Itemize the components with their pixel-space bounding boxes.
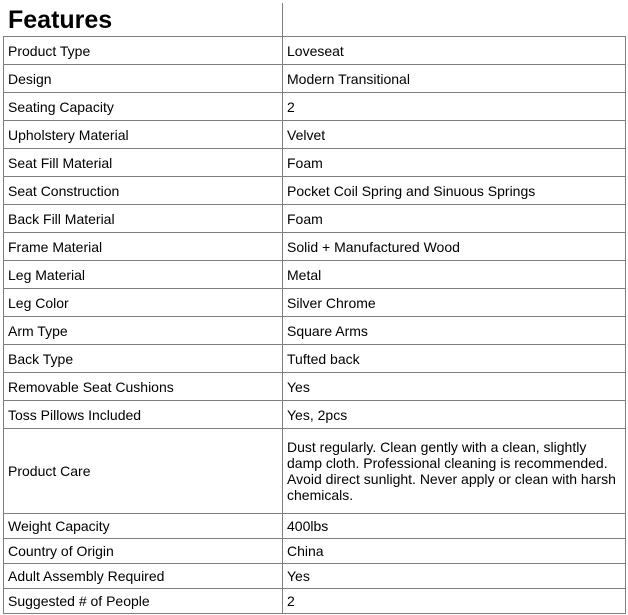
row-label: Leg Material xyxy=(4,261,283,289)
title-row xyxy=(4,4,626,37)
row-value: 400lbs xyxy=(283,514,626,539)
row-value: Square Arms xyxy=(283,317,626,345)
row-label: Country of Origin xyxy=(4,539,283,564)
row-value: Tufted back xyxy=(283,345,626,373)
table-row xyxy=(4,205,626,233)
row-value: Modern Transitional xyxy=(283,65,626,93)
row-label: Removable Seat Cushions xyxy=(4,373,283,401)
row-label: Leg Color xyxy=(4,289,283,317)
row-value: Solid + Manufactured Wood xyxy=(283,233,626,261)
row-value: Foam xyxy=(283,149,626,177)
row-value: Yes xyxy=(283,373,626,401)
row-label: Seat Fill Material xyxy=(4,149,283,177)
row-label: Seating Capacity xyxy=(4,93,283,121)
table-row xyxy=(4,93,626,121)
row-value: Loveseat xyxy=(283,37,626,65)
row-value: 2 xyxy=(283,589,626,614)
row-value: Pocket Coil Spring and Sinuous Springs xyxy=(283,177,626,205)
table-row xyxy=(4,564,626,589)
row-label: Upholstery Material xyxy=(4,121,283,149)
row-label: Frame Material xyxy=(4,233,283,261)
row-value: Silver Chrome xyxy=(283,289,626,317)
row-label: Suggested # of People xyxy=(4,589,283,614)
table-row xyxy=(4,401,626,429)
table-row xyxy=(4,429,626,514)
row-label: Design xyxy=(4,65,283,93)
row-label: Product Type xyxy=(4,37,283,65)
table-row xyxy=(4,514,626,539)
row-label: Toss Pillows Included xyxy=(4,401,283,429)
table-row xyxy=(4,589,626,614)
features-table xyxy=(3,3,626,614)
table-row xyxy=(4,37,626,65)
row-label: Adult Assembly Required xyxy=(4,564,283,589)
table-row xyxy=(4,373,626,401)
row-value: Yes xyxy=(283,564,626,589)
row-value: China xyxy=(283,539,626,564)
row-label: Back Type xyxy=(4,345,283,373)
row-label: Weight Capacity xyxy=(4,514,283,539)
table-title: Features xyxy=(4,4,283,37)
table-row xyxy=(4,65,626,93)
table-row xyxy=(4,261,626,289)
table-row xyxy=(4,289,626,317)
row-label: Product Care xyxy=(4,429,283,514)
row-value: Foam xyxy=(283,205,626,233)
row-value: Dust regularly. Clean gently with a clean, slightly damp cloth. Professional cleaning is recommended. Avoid direct sunlight. Never apply or clean with harsh chemicals. xyxy=(283,429,626,514)
row-label: Arm Type xyxy=(4,317,283,345)
row-value: 2 xyxy=(283,93,626,121)
table-row xyxy=(4,149,626,177)
title-empty-cell xyxy=(283,4,626,37)
row-value: Metal xyxy=(283,261,626,289)
table-row xyxy=(4,121,626,149)
table-row xyxy=(4,177,626,205)
table-row xyxy=(4,317,626,345)
table-row xyxy=(4,345,626,373)
row-label: Seat Construction xyxy=(4,177,283,205)
table-row xyxy=(4,539,626,564)
row-value: Velvet xyxy=(283,121,626,149)
row-label: Back Fill Material xyxy=(4,205,283,233)
table-row xyxy=(4,233,626,261)
row-value: Yes, 2pcs xyxy=(283,401,626,429)
